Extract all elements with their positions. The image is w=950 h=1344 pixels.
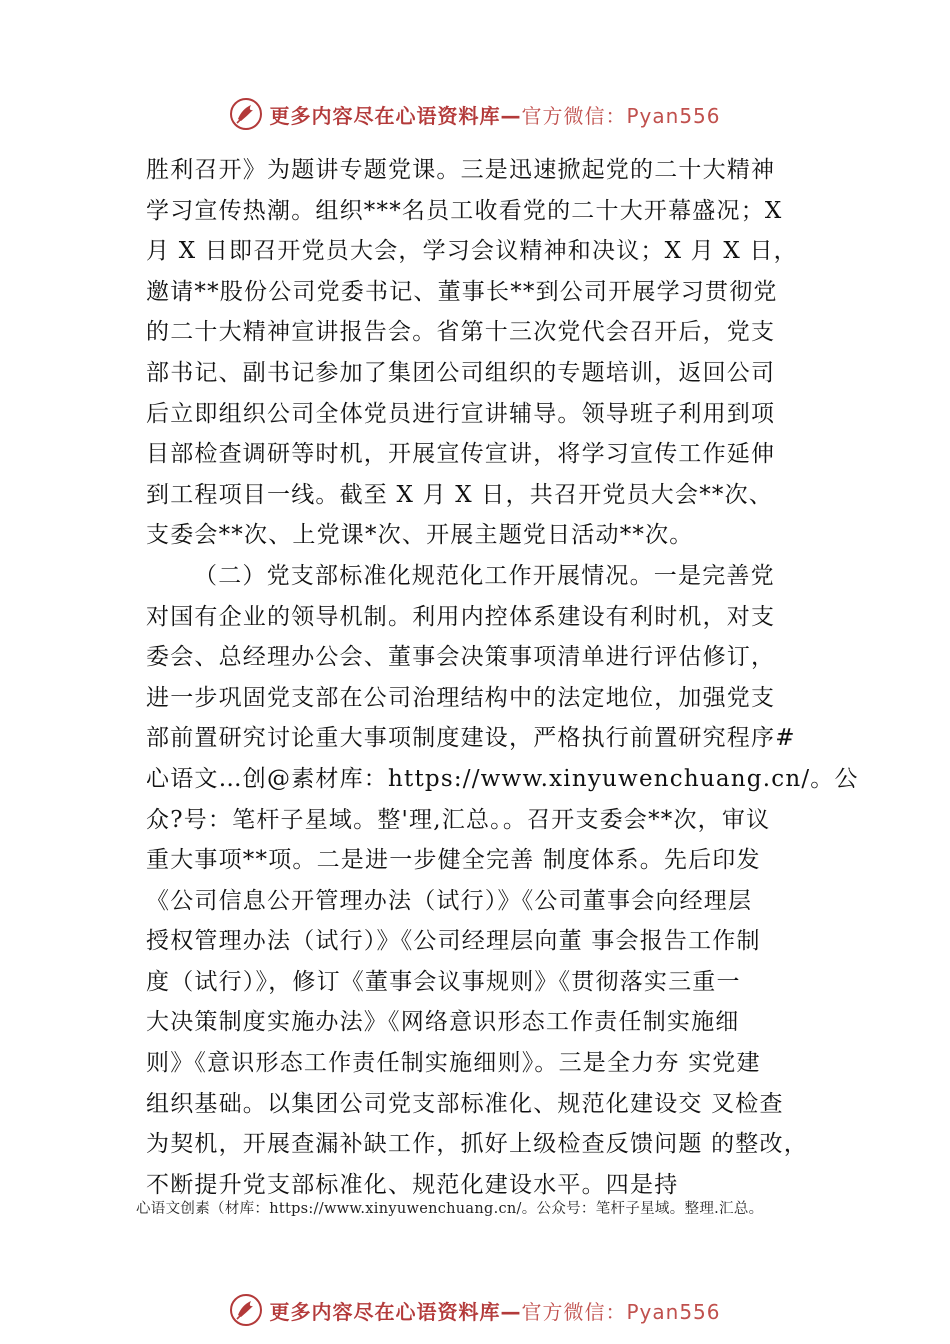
banner-wechat-label: 官方微信： [521, 103, 627, 128]
body-line: 的二十大精神宣讲报告会。省第十三次党代会召开后，党支 [146, 319, 776, 346]
body-line: 胜利召开》为题讲专题党课。三是迅速掀起党的二十大精神 [146, 157, 776, 183]
body-line: 部前置研究讨论重大事项制度建设，严格执行前置研究程序# [146, 725, 796, 752]
body-line: 组织基础。以集团公司党支部标准化、规范化建设交 叉检查 [146, 1090, 784, 1117]
body-line: 目部检查调研等时机，开展宣传宣讲，将学习宣传工作延伸 [146, 441, 776, 468]
body-line: 为契机，开展查漏补缺工作，抓好上级检查反馈问题 的整改， [146, 1131, 808, 1158]
body-line: 邀请**股份公司党委书记、董事长**到公司开展学习贯彻党 [146, 278, 778, 305]
body-line: 不断提升党支部标准化、规范化建设水平。四是持 [146, 1171, 679, 1198]
body-line: 众?号：笔杆子星域。整'理,汇总。。召开支委会**次，审议 [146, 806, 771, 833]
body-line: 支委会**次、上党课*次、开展主题党日活动**次。 [146, 522, 694, 549]
banner-wechat-id: Pyan556 [626, 1299, 721, 1324]
body-line: 学习宣传热潮。组织***名员工收看党的二十大开幕盛况；X [146, 197, 783, 224]
body-line: 部书记、副书记参加了集团公司组织的专题培训，返回公司 [146, 359, 776, 386]
body-line: 授权管理办法（试行）》《公司经理层向董 事会报告工作制 [146, 928, 761, 955]
banner-wechat-id: Pyan556 [626, 103, 721, 128]
banner-text [269, 1296, 720, 1325]
fist-quill-logo-icon [229, 97, 263, 131]
footer-banner [0, 1288, 950, 1332]
body-line: 度（试行）》，修订《董事会议事规则》《贯彻落实三重一 [146, 968, 741, 995]
body-line: 心语文…创@素材库：https://www.xinyuwenchuang.cn/。公 [146, 765, 859, 792]
section-heading-line: （二）党支部标准化规范化工作开展情况。一是完善党 [194, 562, 775, 589]
body-line: 月 X 日即召开党员大会，学习会议精神和决议；X 月 X 日， [146, 238, 798, 265]
banner-text [269, 100, 720, 129]
body-line: 则》《意识形态工作责任制实施细则》。三是全力夯 实党建 [146, 1050, 761, 1077]
banner-promo: 更多内容尽在心语资料库— [269, 103, 522, 128]
document-body [146, 150, 859, 1205]
header-banner [0, 92, 950, 136]
body-line: 后立即组织公司全体党员进行宣讲辅导。领导班子利用到项 [146, 400, 776, 427]
body-line: 《公司信息公开管理办法（试行）》《公司董事会向经理层 [146, 887, 753, 914]
fist-quill-logo-icon [229, 1293, 263, 1327]
body-line: 到工程项目一线。截至 X 月 X 日，共召开党员大会**次、 [146, 481, 773, 508]
banner-wechat-label: 官方微信： [521, 1299, 627, 1324]
body-line: 进一步巩固党支部在公司治理结构中的法定地位，加强党支 [146, 684, 776, 711]
body-line: 大决策制度实施办法》《网络意识形态工作责任制实施细 [146, 1009, 740, 1036]
body-line: 重大事项**项。二是进一步健全完善 制度体系。先后印发 [146, 847, 761, 874]
body-line: 对国有企业的领导机制。利用内控体系建设有利时机，对支 [146, 603, 776, 630]
footer-note: 心语文创素（材库：https://www.xinyuwenchuang.cn/。公众号：笔杆子星域。整理.汇总。 [136, 1201, 764, 1217]
body-line: 委会、总经理办公会、董事会决策事项清单进行评估修订， [146, 644, 776, 671]
banner-promo: 更多内容尽在心语资料库— [269, 1299, 522, 1324]
